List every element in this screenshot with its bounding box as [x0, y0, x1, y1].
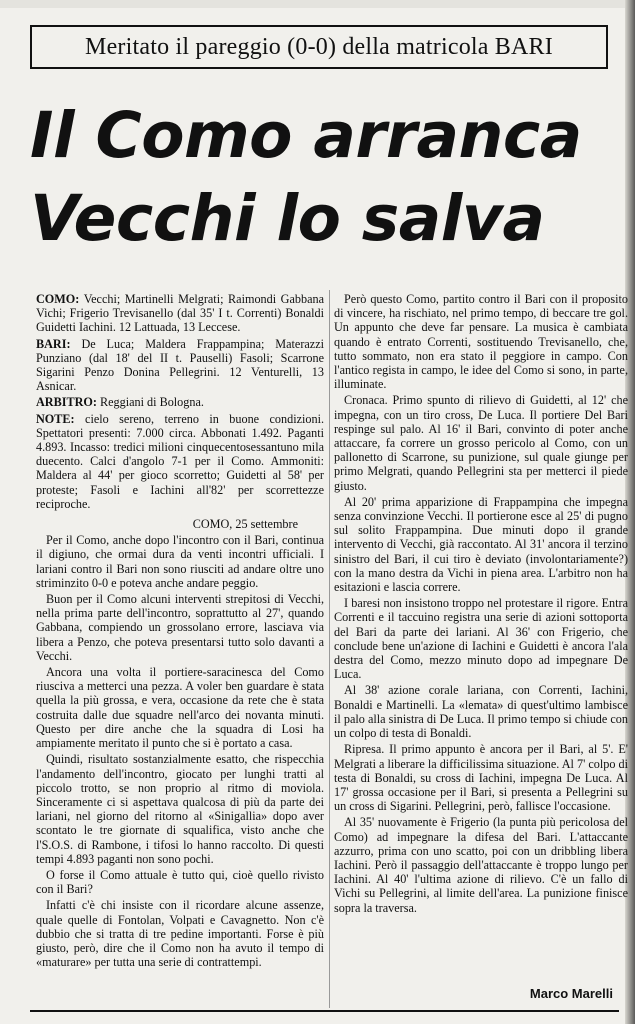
- lineup-arbitro-text: Reggiani di Bologna.: [100, 395, 204, 410]
- top-margin: [0, 0, 635, 8]
- lineup-bari: [36, 337, 324, 394]
- lineup-bari-text: De Luca; Maldera Frappampina; Materazzi Punziano (dal 18' del II t. Pauselli) Fasoli; Scarrone Sigarini Penzo Donina Pellegrini. 12 Venturelli, 13 Asnicar.: [36, 336, 324, 394]
- lineup-note: [36, 412, 324, 511]
- body-paragraph: Ancora una volta il portiere-saracinesca del Como riusciva a metterci una pezza. A voler ben guardare è stata quella la più grossa, e vera, occasione da rete che è stata costruita dalle due squadre nell'arco dei novanta minuti. Questo per dire anche che la squadra di Losi ha ampiamente meritato il punto che si è portato a casa.: [36, 665, 324, 751]
- body-paragraph: Quindi, risultato sostanzialmente esatto, che rispecchia l'andamento dell'incontro, giocato per lunghi tratti al piccolo trotto, se non proprio al ritmo di moviola. Sinceramente ci si aspettava qualcosa di più da parte dei lariani, nel giorno del ritorno al «Sinigallia» dopo aver scontato le tre giornate di squalifica, visto anche che l'S.O.S. di Rambone, i tifosi lo hanno raccolto. Di questi tempi 4.893 paganti non sono pochi.: [36, 752, 324, 866]
- body-paragraph: Buon per il Como alcuni interventi strepitosi di Vecchi, nella prima parte dell'incontro, soprattutto al 27', quando Gabbana, compiendo un grossolano errore, lasciava via libera a Penzo, che poteva presentarsi tutto solo davanti a Vecchi.: [36, 592, 324, 663]
- body-paragraph: Infatti c'è chi insiste con il ricordare alcune assenze, quale quelle di Fontolan, Volpati e Cavagnetto. Non c'è dubbio che si tratta di tre pedine importanti. Forse è più giusto, però, dire che il Como non ha avuto il tempo di «maturare» per tutta una serie di contrattempi.: [36, 898, 324, 970]
- dateline: COMO, 25 settembre: [192, 517, 298, 532]
- body-paragraph: O forse il Como attuale è tutto qui, cioè quello rivisto con il Bari?: [36, 867, 324, 897]
- headline-line-1: Il Como arranca: [30, 103, 582, 169]
- body-paragraph: Al 38' azione corale lariana, con Correnti, Iachini, Bonaldi e Martinelli. La «lemata» di quest'ultimo lambisce il palo alla sinistra di De Luca. Il primo tempo si chiude con un colpo di testa di Bonaldi.: [334, 683, 628, 741]
- body-paragraph: Ripresa. Il primo appunto è ancora per il Bari, al 5'. E' Melgrati a liberare la difficilissima situazione. Al 7' colpo di testa di Bonaldi, su cross di Iachini, impegna De Luca. Al 17' grossa occasione per il Bari, si presenta a Pellegrini su un cross di Sigarini. Pellegrini, però, fallisce l'occasione.: [334, 742, 628, 814]
- lineup-arbitro-label: ARBITRO:: [36, 395, 97, 410]
- body-paragraph: Al 35' nuovamente è Frigerio (la punta più pericolosa del Como) ad impegnare la difesa del Bari. L'attaccante azzurro, prima con uno scatto, poi con un dribbling libera Iachini. Però il passaggio dell'attaccante è troppo lungo per Iachini. Al 40' l'ultima azione di rilievo. C'è un fallo di Vichi su Pellegrini, al limite dell'area. La punizione finisce sopra la traversa.: [334, 815, 628, 915]
- article-column-left: [36, 292, 324, 1014]
- lineup-como-label: COMO:: [36, 292, 80, 306]
- kicker-box: [30, 25, 608, 69]
- lineup-como-text: Vecchi; Martinelli Melgrati; Raimondi Gabbana Vichi; Frigerio Trevisanello (dal 35' I t. Correnti) Bonaldi Guidetti Iachini. 12 Lattuada, 13 Leccese.: [36, 292, 324, 335]
- kicker-text: Meritato il pareggio (0-0) della matricola BARI: [85, 33, 553, 60]
- lineup-arbitro: [36, 395, 324, 409]
- lineup-note-label: NOTE:: [36, 411, 75, 426]
- lineup-como: [36, 292, 324, 335]
- lineup-bari-label: BARI:: [36, 336, 71, 351]
- byline: Marco Marelli: [529, 986, 613, 1001]
- body-paragraph: Per il Como, anche dopo l'incontro con il Bari, continua il digiuno, che ormai dura da venti incontri ufficiali. I lariani contro il Bari non sono riusciti ad andare oltre uno striminzito 0-0 e poteva anche andare peggio.: [36, 533, 324, 590]
- lineup-note-text: cielo sereno, terreno in buone condizioni. Spettatori presenti: 7.000 circa. Abbonati 1.492. Paganti 4.893. Incasso: tredici milioni cinquecentosessantuno mila duecento. Calci d'angolo 7-1 per il Como. Ammoniti: Maldera al 44' per gioco scorretto; Guidetti al 58' per proteste; Fasoli e Iachini all'82' per scorrettezze reciproche.: [36, 411, 324, 511]
- bottom-rule: [30, 1010, 619, 1012]
- headline-line-2: Vecchi lo salva: [30, 186, 545, 252]
- body-paragraph: Cronaca. Primo spunto di rilievo di Guidetti, al 12' che impegna, con un tiro cross, De Luca. Il portiere Del Bari respinge sul palo. Al 16' il Bari, convinto di poter anche attaccare, fa correre un grosso pericolo al Como, con un pallonetto di Scarrone, su punizione, sul quale giunge per primo Melgrati, quando Pellegrini sta per metterci il piede giusto.: [334, 393, 628, 493]
- body-paragraph: Però questo Como, partito contro il Bari con il proposito di vincere, ha rischiato, nel primo tempo, di beccare tre gol. Un appunto che deve far pensare. La musica è cambiata quando è entrato Correnti, sostituendo Trevisanello, che, tutto sommato, non era stato il peggiore in campo. Con l'antico regista in campo, le idee del Como si sono, in parte, illuminate.: [334, 292, 628, 392]
- article-column-right: [334, 292, 628, 1014]
- body-paragraph: Al 20' prima apparizione di Frappampina che impegna senza convinzione Vecchi. Il portierone esce al 25' di pugno sul solito Frappampina. Due minuti dopo il grande intervento di Vecchi, già raccontato. Al 31' ancora il terzino sinistro del Bari, il cui tiro è deviato (involontariamente?) con la mano destra da Vichi in piena area. L'arbitro non ha esitazioni e lascia correre.: [334, 494, 628, 595]
- body-paragraph: I baresi non insistono troppo nel protestare il rigore. Entra Correnti e il taccuino registra una serie di azioni sottoporta del Bari da parte dei lariani. Al 36' con Frigerio, che conclude bene un'azione di Iachini e Guidetti è ancora l'ala destra del Como, mezzo minuto dopo ad impegnare De Luca.: [334, 596, 628, 682]
- column-divider: [329, 290, 330, 1008]
